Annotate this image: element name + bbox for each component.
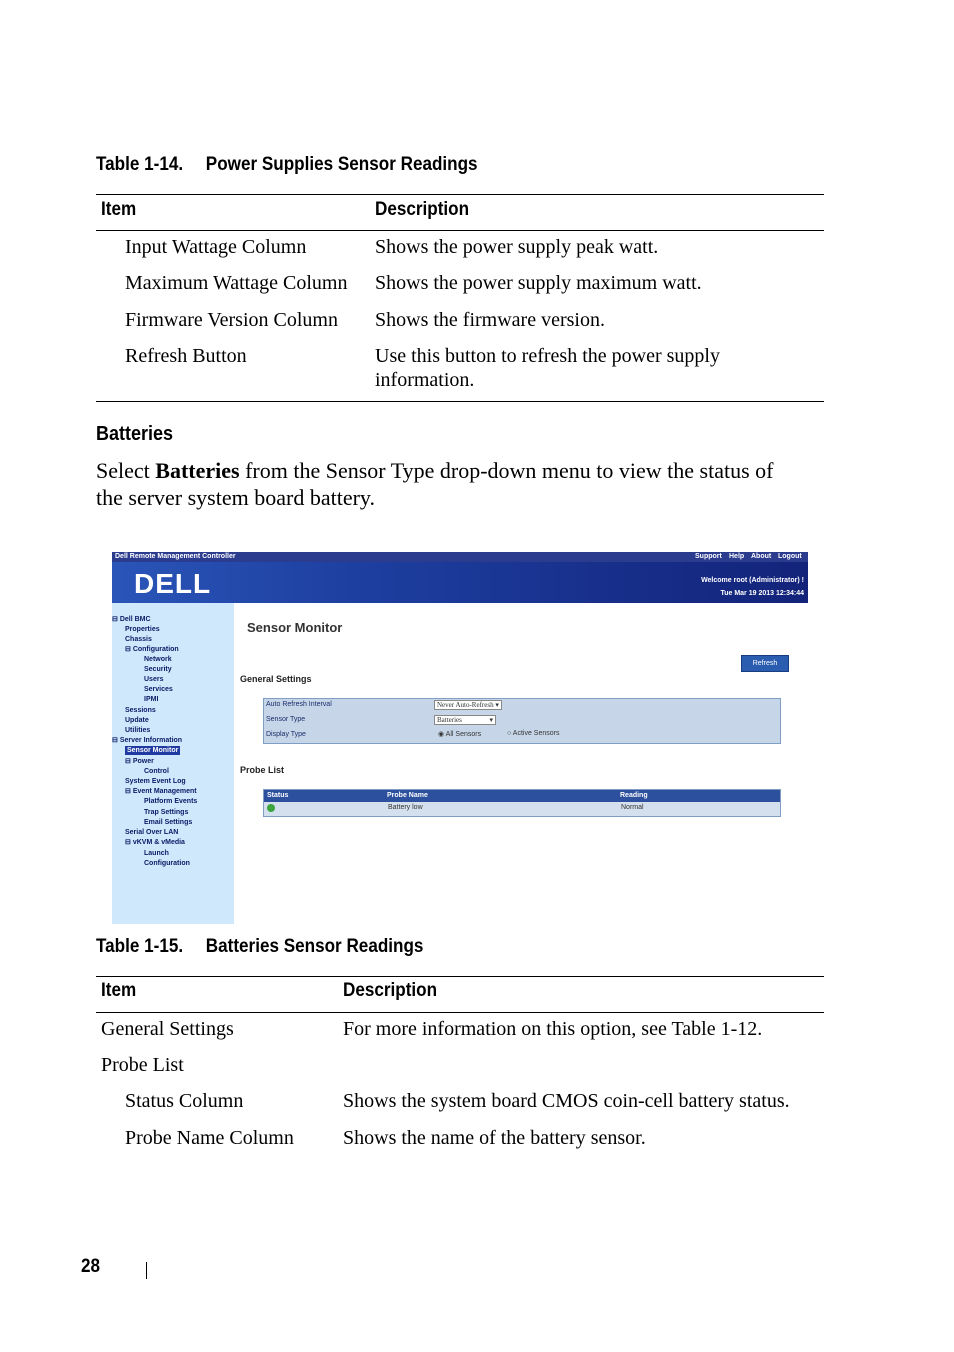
description-line: Use this button to refresh the power supply	[375, 345, 720, 367]
navigation-tree	[112, 603, 234, 924]
nav-item-server-information[interactable]: ⊟ Server Information	[112, 737, 183, 744]
nav-item-launch[interactable]: Launch	[144, 850, 169, 857]
table-header-rule	[96, 1012, 824, 1013]
column-header-item: Item	[101, 980, 137, 1001]
nav-item-chassis[interactable]: Chassis	[125, 636, 152, 643]
refresh-button[interactable]: Refresh	[741, 655, 789, 672]
nav-item-dell-bmc[interactable]: ⊟ Dell BMC	[112, 616, 151, 623]
table-top-rule	[96, 976, 824, 977]
paragraph-text: the server system board battery.	[96, 485, 375, 510]
table-cell-description	[375, 344, 720, 392]
nav-item-trap-settings[interactable]: Trap Settings	[144, 809, 189, 816]
table-cell-item: Probe Name Column	[125, 1127, 294, 1149]
table-number: Table 1-14.	[96, 154, 184, 175]
section-heading: Batteries	[96, 423, 174, 445]
header-banner	[112, 562, 808, 603]
bold-term: Batteries	[155, 458, 240, 483]
nav-item-control[interactable]: Control	[144, 768, 169, 775]
help-link[interactable]: Help	[729, 553, 745, 560]
table-cell-description: Shows the firmware version.	[375, 309, 605, 331]
table-bottom-rule	[96, 401, 824, 402]
nav-item-services[interactable]: Services	[144, 686, 173, 693]
table-cell-item: Maximum Wattage Column	[125, 272, 348, 294]
nav-item-users[interactable]: Users	[144, 676, 164, 683]
column-header-status[interactable]: Status	[267, 792, 289, 799]
table-cell-description: Shows the name of the battery sensor.	[343, 1127, 646, 1149]
table-cell-description: Shows the system board CMOS coin-cell battery status.	[343, 1090, 790, 1112]
table-row	[264, 802, 780, 814]
nav-item-network[interactable]: Network	[144, 656, 172, 663]
active-sensors-radio[interactable]: ○ Active Sensors	[507, 730, 560, 737]
nav-item-vkvm-vmedia[interactable]: ⊟ vKVM & vMedia	[125, 839, 185, 846]
table-title: Power Supplies Sensor Readings	[205, 154, 478, 175]
footer-divider	[146, 1262, 147, 1279]
setting-label: Sensor Type	[266, 716, 306, 723]
reading-cell: Normal	[621, 804, 644, 811]
nav-item-serial-over-lan[interactable]: Serial Over LAN	[125, 829, 179, 836]
about-link[interactable]: About	[751, 553, 772, 560]
nav-item-update[interactable]: Update	[125, 717, 149, 724]
datetime-text: Tue Mar 19 2013 12:34:44	[720, 590, 804, 597]
app-title: Dell Remote Management Controller	[115, 553, 236, 560]
app-title-bar	[112, 552, 808, 562]
logout-link[interactable]: Logout	[778, 553, 802, 560]
nav-item-platform-events[interactable]: Platform Events	[144, 798, 198, 805]
table-cell-item: Firmware Version Column	[125, 309, 338, 331]
table-cell-item: General Settings	[101, 1018, 234, 1040]
nav-item-properties[interactable]: Properties	[125, 626, 160, 633]
probe-list-table	[263, 789, 781, 817]
table-top-rule	[96, 194, 824, 195]
settings-row	[264, 699, 780, 713]
sensor-monitor-screenshot	[112, 552, 808, 924]
column-header-item: Item	[101, 199, 137, 220]
table-number: Table 1-15.	[96, 936, 184, 957]
table-cell-description: Shows the power supply peak watt.	[375, 236, 659, 258]
page-title: Sensor Monitor	[247, 620, 343, 635]
status-ok-icon	[267, 804, 275, 812]
paragraph-text: Select	[96, 458, 156, 483]
table-cell-description: Shows the power supply maximum watt.	[375, 272, 702, 294]
settings-row	[264, 729, 780, 743]
table-cell-item: Probe List	[101, 1054, 184, 1076]
general-settings-label: General Settings	[240, 674, 312, 684]
table-header-rule	[96, 230, 824, 231]
nav-item-vkvm-configuration[interactable]: Configuration	[144, 860, 190, 867]
probe-list-label: Probe List	[240, 765, 285, 775]
column-header-description: Description	[375, 199, 470, 220]
nav-item-utilities[interactable]: Utilities	[125, 727, 151, 734]
table-title: Batteries Sensor Readings	[205, 936, 424, 957]
probe-list-header	[264, 790, 780, 802]
support-link[interactable]: Support	[695, 553, 722, 560]
dell-logo: DELL	[134, 568, 212, 599]
nav-item-sessions[interactable]: Sessions	[125, 707, 156, 714]
nav-item-system-event-log[interactable]: System Event Log	[125, 778, 186, 785]
column-header-probe-name[interactable]: Probe Name	[387, 792, 428, 799]
nav-item-power[interactable]: ⊟ Power	[125, 758, 154, 765]
column-header-description: Description	[343, 980, 438, 1001]
nav-item-sensor-monitor[interactable]: Sensor Monitor	[127, 747, 179, 754]
probe-name-cell: Battery low	[388, 804, 423, 811]
description-line: information.	[375, 369, 475, 391]
nav-item-configuration[interactable]: ⊟ Configuration	[125, 646, 179, 653]
nav-item-security[interactable]: Security	[144, 666, 172, 673]
table-cell-item: Input Wattage Column	[125, 236, 307, 258]
table-cell-item: Refresh Button	[125, 345, 247, 367]
column-header-reading[interactable]: Reading	[620, 792, 648, 799]
table-caption	[96, 154, 478, 176]
table-cell-description: For more information on this option, see Table 1-12.	[343, 1018, 763, 1040]
table-cell-item: Status Column	[125, 1090, 244, 1112]
general-settings-panel	[263, 698, 781, 744]
sensor-type-select[interactable]: Batteries ▾	[434, 715, 496, 725]
setting-label: Display Type	[266, 731, 306, 738]
section-paragraph	[96, 457, 826, 511]
nav-item-email-settings[interactable]: Email Settings	[144, 819, 193, 826]
welcome-text: Welcome root (Administrator) !	[701, 577, 804, 584]
page-number: 28	[81, 1256, 101, 1277]
settings-row	[264, 714, 780, 728]
auto-refresh-select[interactable]: Never Auto-Refresh ▾	[434, 700, 502, 710]
all-sensors-radio[interactable]: ◉ All Sensors	[438, 731, 482, 738]
setting-label: Auto Refresh Interval	[266, 701, 332, 708]
nav-item-ipmi[interactable]: IPMI	[144, 696, 159, 703]
nav-item-event-management[interactable]: ⊟ Event Management	[125, 788, 197, 795]
table-caption	[96, 936, 423, 958]
paragraph-text: from the Sensor Type drop-down menu to view the status of	[239, 458, 774, 483]
